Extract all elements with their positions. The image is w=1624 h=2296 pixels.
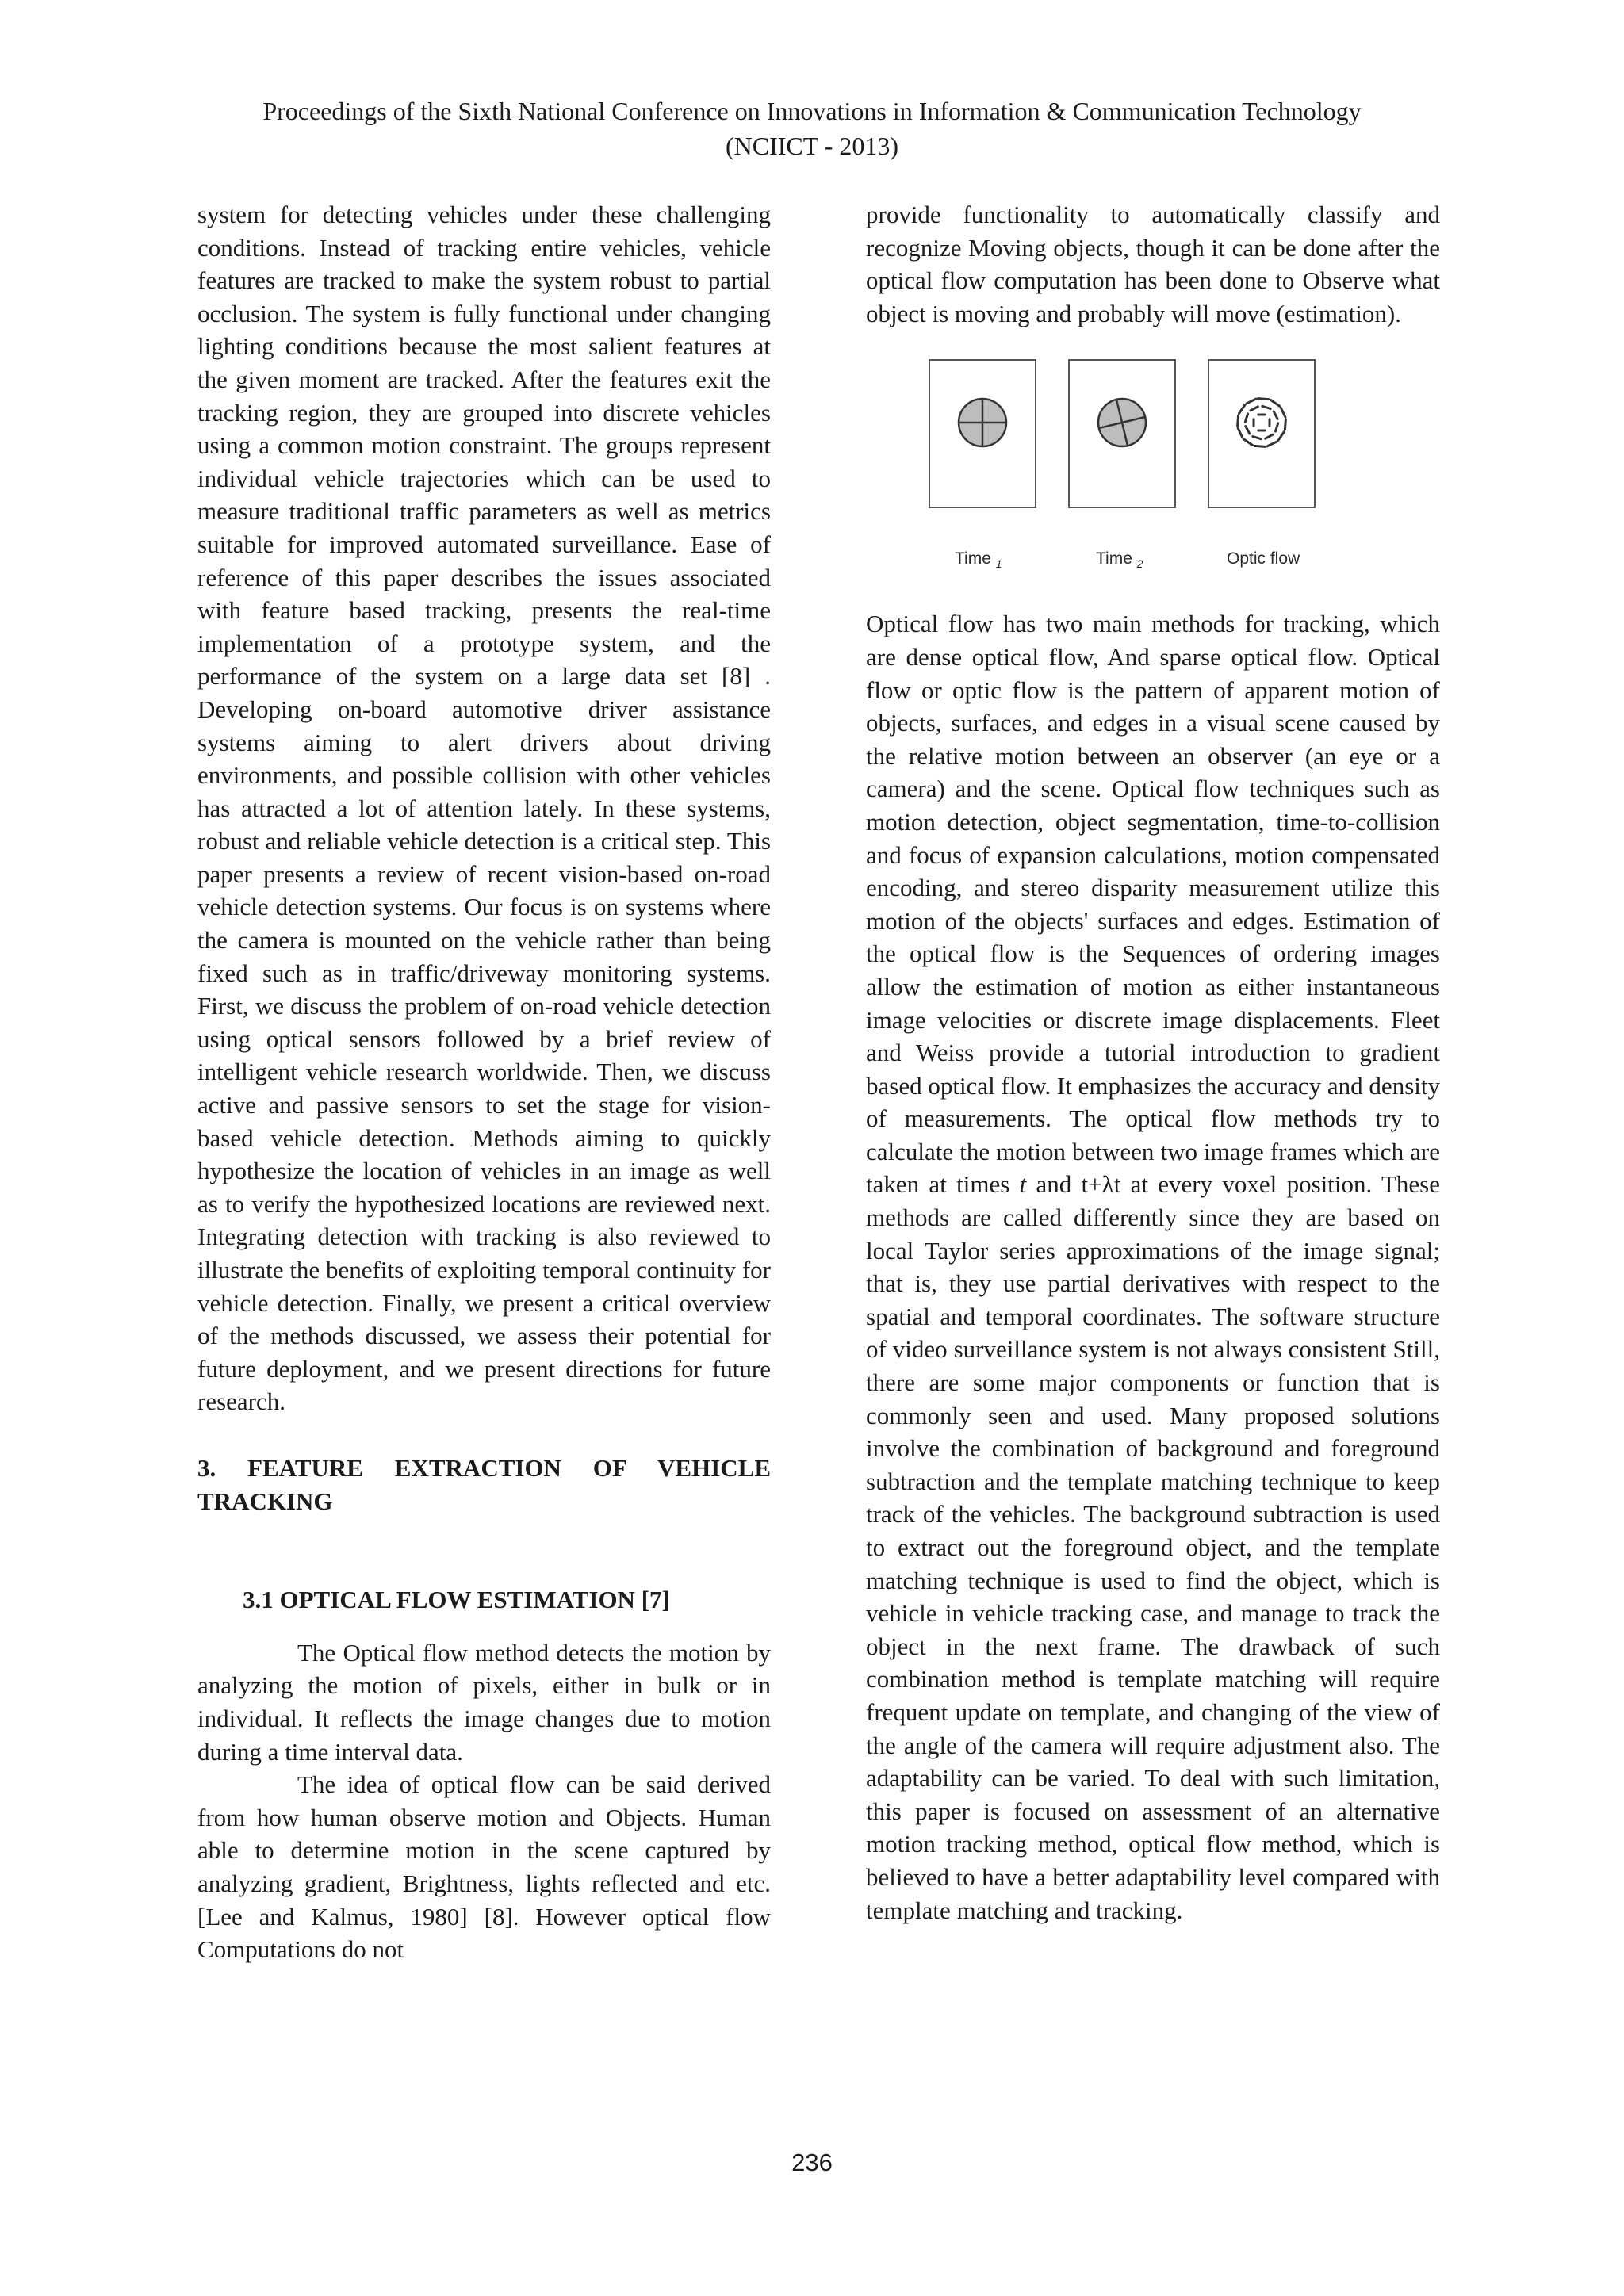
flow-vector (1254, 446, 1265, 447)
page-number: 236 (791, 2149, 833, 2176)
frame-time-t1 (929, 360, 1036, 507)
frame-optic-flow (1208, 360, 1315, 507)
left-paragraph-3: The idea of optical flow can be said derived from how human observe motion and Objects. Human able to determine motion in the scene captured by analyzing gradient, Brightness, lights reflected and etc. [Lee and Kalmus, 1980] [8]. However optical flow Computations do not (197, 1770, 771, 1964)
optical-flow-figure (866, 358, 1440, 587)
subsection-heading: 3.1 OPTICAL FLOW ESTIMATION [7] (243, 1586, 670, 1614)
left-paragraph-1: system for detecting vehicles under these challenging conditions. Instead of tracking entire vehicles, vehicle features are tracked to make the system robust to partial occlusion. The system is fully functional under changing lighting conditions because the most salient features at the given moment are tracked. After the features exit the tracking region, they are grouped into discrete vehicles using a common motion constraint. The groups represent individual vehicle trajectories which can be used to measure traditional traffic parameters as well as metrics suitable for improved automated surveillance. Ease of reference of this paper describes the issues associated with feature based tracking, presents the real-time implementation of a prototype system, and the performance of the system on a large data set [8] . Developing on-board automotive driver assistance systems aiming to alert drivers about driving environments, and possible collision with other vehicles has attracted a lot of attention lately. In these systems, robust and reliable vehicle detection is a critical step. This paper presents a review of recent vision-based on-road vehicle detection systems. Our focus is on systems where the camera is mounted on the vehicle rather than being fixed such as in traffic/driveway monitoring systems. First, we discuss the problem of on-road vehicle detection using optical sensors followed by a brief review of intelligent vehicle research worldwide. Then, we discuss active and passive sensors to set the stage for vision-based vehicle detection. Methods aiming to quickly hypothesize the location of vehicles in an image as well as to verify the hypothesized locations are reviewed next. Integrating detection with tracking is also reviewed to illustrate the benefits of exploiting temporal continuity for vehicle detection. Finally, we present a critical overview of the methods discussed, we assess their potential for future deployment, and we present directions for future research. (197, 201, 771, 1416)
right-column (866, 198, 1440, 1927)
right-paragraph-2: Optical flow has two main methods for tracking, which are dense optical flow, And sparse optical flow. Optical flow or optic flow is the pattern of apparent motion of objects, surfaces, and edges in a visual scene caused by the relative motion between an observer (an eye or a camera) and the scene. Optical flow techniques such as motion detection, object segmentation, time-to-collision and focus of expansion calculations, motion compensated encoding, and stereo disparity measurement utilize this motion of the objects' surfaces and edges. Estimation of the optical flow is the Sequences of ordering images allow the estimation of motion as either instantaneous image velocities or discrete image displacements. Fleet and Weiss provide a tutorial introduction to gradient based optical flow. It emphasizes the accuracy and density of measurements. The optical flow methods try to calculate the motion between two image frames which are taken at times t and t+λt at every voxel position. These methods are called differently since they are based on local Taylor series approximations of the image signal; that is, they use partial derivatives with respect to the spatial and temporal coordinates. The software structure of video surveillance system is not always consistent Still, there are some major components or function that is commonly seen and used. Many proposed solutions involve the combination of background and foreground subtraction and the template matching technique to keep track of the vehicles. The background subtraction is used to extract out the foreground object, and the template matching technique is used to find the object, which is vehicle in vehicle tracking case, and manage to track the object in the next frame. The drawback of such combination method is template matching will require frequent update on template, and changing of the view of the angle of the camera will require adjustment also. The adaptability can be varied. To deal with such limitation, this paper is focused on assessment of an alternative motion tracking method, optical flow method, which is believed to have a better adaptability level compared with template matching and tracking. (866, 610, 1440, 1924)
header-line-2: (NCIICT - 2013) (725, 132, 899, 160)
right-paragraph-1: provide functionality to automatically classify and recognize Moving objects, though it can be done after the optical flow computation has been done to Observe what object is moving and probably will move (estimation). (866, 201, 1440, 327)
caption-time-t1: Time $_1$ (955, 549, 1002, 571)
frame-time-t2 (1069, 360, 1175, 507)
flow-vector (1238, 415, 1239, 426)
left-paragraph-2: The Optical flow method detects the motion by analyzing the motion of pixels, either in bulk or in individual. It reflects the image changes due to motion during a time interval data. (197, 1638, 771, 1766)
section-heading: 3. FEATURE EXTRACTION OF VEHICLE TRACKING (197, 1453, 771, 1515)
header-line-1: Proceedings of the Sixth National Conference on Innovations in Information & Communication Technology (262, 97, 1362, 125)
running-header (143, 94, 1481, 163)
caption-optic-flow: Optic flow (1227, 549, 1300, 568)
flow-vector (1258, 399, 1269, 400)
caption-time-t2: Time $_2$ (1096, 549, 1143, 571)
figure-drawing (866, 358, 1440, 540)
left-column (197, 198, 771, 1966)
